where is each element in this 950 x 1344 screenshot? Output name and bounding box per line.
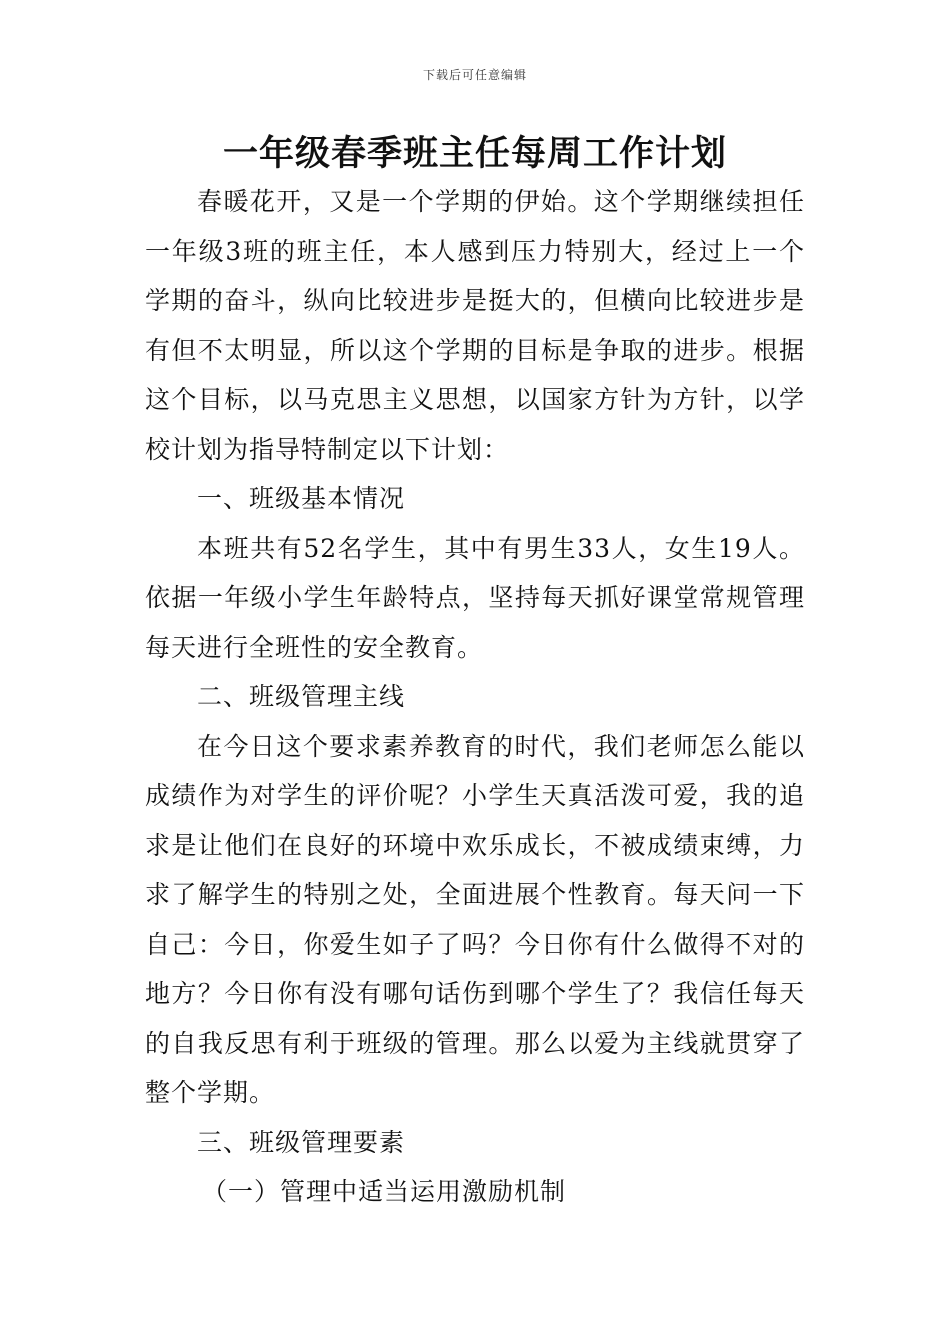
subsection-heading-incentive-mechanism: （一）管理中适当运用激励机制 [202, 1177, 567, 1206]
header-note: 下载后可任意编辑 [422, 68, 527, 82]
document-body [145, 177, 805, 1217]
management-mainline-paragraph: 在今日这个要求素养教育的时代，我们老师怎么能以成绩作为对学生的评价呢？小学生天真活泼可爱，我的追求是让他们在良好的环境中欢乐成长，不被成绩束缚，力求了解学生的特别之处，全面进展个性教育。每天问一下自己：今日，你爱生如子了吗？今日你有什么做得不对的地方？今日你有没有哪句话伤到哪个学生了？我信任每天的自我反思有利于班级的管理。那么以爱为主线就贯穿了整个学期。 [145, 731, 805, 1107]
document-title: 一年级春季班主任每周工作计划 [222, 133, 727, 174]
section-heading-basic-info: 一、班级基本情况 [197, 484, 406, 513]
basic-info-paragraph: 本班共有52名学生，其中有男生33人，女生19人。依据一年级小学生年龄特点，坚持每天抓好课堂常规管理每天进行全班性的安全教育。 [145, 533, 805, 662]
section-heading-management-mainline: 二、班级管理主线 [197, 682, 406, 711]
intro-paragraph: 春暖花开，又是一个学期的伊始。这个学期继续担任一年级3班的班主任，本人感到压力特别大，经过上一个学期的奋斗，纵向比较进步是挺大的，但横向比较进步是有但不太明显，所以这个学期的目标是争取的进步。根据这个目标，以马克思主义思想，以国家方针为方针，以学校计划为指导特制定以下计划： [145, 187, 805, 464]
section-heading-management-elements: 三、班级管理要素 [197, 1127, 406, 1157]
